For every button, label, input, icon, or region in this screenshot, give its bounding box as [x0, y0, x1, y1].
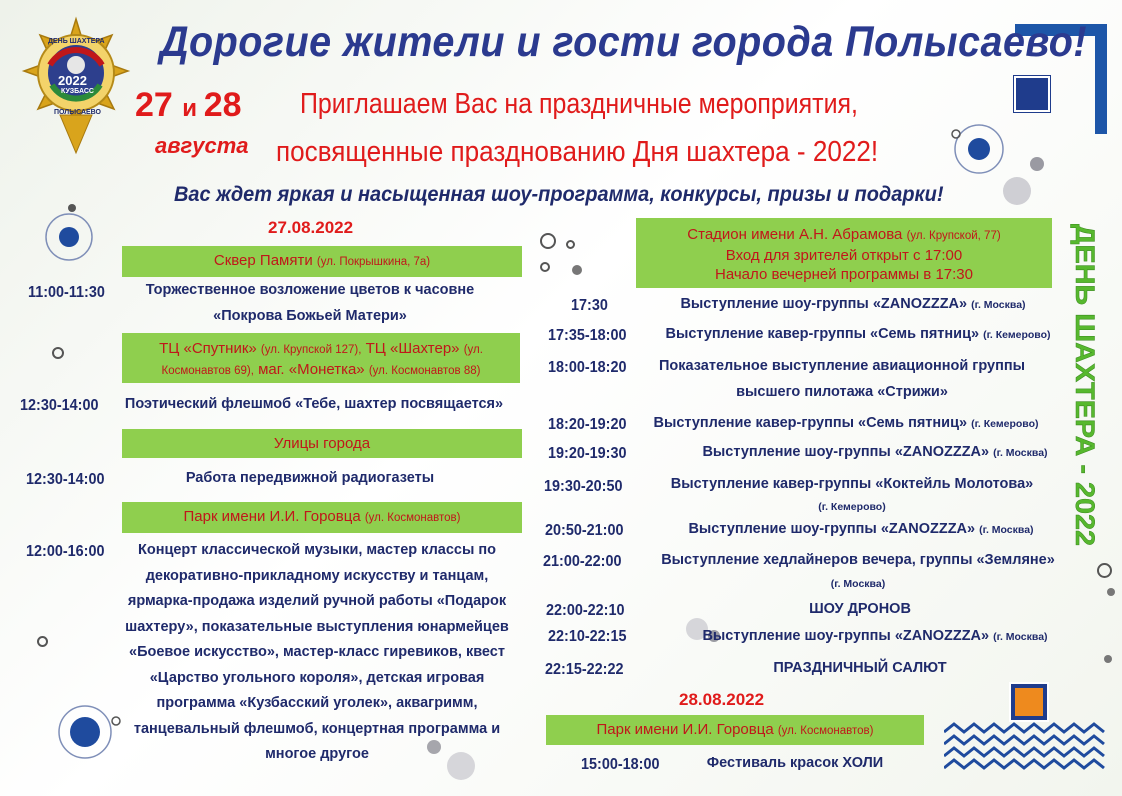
- ring-decoration: [540, 233, 556, 249]
- venue-address: (ул. Покрышкина, 7а): [316, 256, 431, 268]
- venue-entry-note: Вход для зрителей открыт с 17:00: [725, 247, 963, 264]
- venue-name: ТЦ «Шахтер»: [365, 340, 460, 357]
- event-text: [648, 322, 1068, 349]
- event-title: Выступление кавер-группы «Коктейль Молотова»: [670, 476, 1034, 492]
- venue-address: (ул. Космонавтов): [777, 725, 874, 737]
- emblem-region: КУЗБАСС: [61, 88, 94, 95]
- event-time: 20:50-21:00: [545, 522, 624, 539]
- event-city: (г. Кемерово): [983, 329, 1051, 341]
- orbit-circle-decoration: [948, 118, 1010, 180]
- ring-decoration: [540, 262, 550, 272]
- emblem-city: ПОЛЫСАЕВО: [54, 109, 101, 116]
- event-text: Работа передвижной радиогазеты: [185, 470, 435, 486]
- event-time: 22:15-22:22: [545, 661, 624, 678]
- event-time: 12:30-14:00: [20, 397, 99, 414]
- venue-address: (ул. Космонавтов 69),: [161, 344, 483, 377]
- event-city: (г. Кемерово): [971, 418, 1039, 430]
- day-label: 28.08.2022: [679, 690, 765, 709]
- venue-bar: [636, 218, 1052, 288]
- event-text: [690, 624, 1060, 651]
- event-city: (г. Кемерово): [818, 501, 886, 513]
- emblem-top-text: ДЕНЬ ШАХТЕРА: [48, 38, 105, 45]
- venue-address: (ул. Крупской 127),: [260, 344, 362, 356]
- event-time: 18:00-18:20: [548, 359, 627, 376]
- event-text: [676, 517, 1046, 544]
- event-text: [660, 549, 1056, 596]
- square-decoration: [1014, 76, 1050, 112]
- event-time: 21:00-22:00: [543, 553, 622, 570]
- grey-dot-decoration: [1104, 655, 1112, 663]
- event-city: (г. Москва): [971, 299, 1026, 311]
- event-city: (г. Москва): [830, 578, 886, 590]
- event-text: [740, 656, 980, 682]
- event-title: Выступление шоу-группы «ZANOZZZA»: [688, 521, 976, 537]
- venue-name: Сквер Памяти: [213, 252, 313, 269]
- venue-name: Стадион имени А.Н. Абрамова: [687, 226, 903, 243]
- event-city: (г. Москва): [993, 631, 1048, 643]
- event-text: [660, 292, 1046, 319]
- event-text: [646, 411, 1046, 438]
- event-time: 17:30: [571, 297, 608, 314]
- event-time: 22:10-22:15: [548, 628, 627, 645]
- day-label: 27.08.2022: [268, 218, 354, 237]
- grey-dot-decoration: [1030, 157, 1044, 171]
- event-text: [664, 473, 1040, 518]
- event-time: 12:00-16:00: [26, 543, 105, 560]
- venue-address: (ул. Космонавтов): [364, 512, 461, 524]
- invite-line-2: посвященные празднованию Дня шахтера - 2022!: [276, 136, 879, 168]
- invite-line-1: Приглашаем Вас на праздничные мероприятия,: [300, 88, 858, 120]
- event-time: 12:30-14:00: [26, 471, 105, 488]
- event-text: [760, 597, 960, 623]
- venue-name: Парк имени И.И. Горовца: [183, 508, 361, 525]
- emblem-year: 2022: [58, 73, 87, 88]
- venue-name: ТЦ «Спутник»: [159, 340, 257, 357]
- grey-dot-decoration: [1003, 177, 1031, 205]
- event-month: августа: [155, 133, 249, 158]
- event-time: 22:00-22:10: [546, 602, 625, 619]
- ring-decoration: [37, 636, 48, 647]
- event-time: 11:00-11:30: [28, 284, 105, 301]
- event-time: 19:20-19:30: [548, 445, 627, 462]
- event-title: Выступление хедлайнеров вечера, группы «Земляне»: [661, 552, 1055, 568]
- orange-square-decoration: [1011, 684, 1047, 720]
- event-time: 19:30-20:50: [544, 478, 623, 495]
- event-time: 17:35-18:00: [548, 327, 627, 344]
- grey-dot-decoration: [1107, 588, 1115, 596]
- side-banner: [1062, 220, 1112, 550]
- subtitle: Вас ждет яркая и насыщенная шоу-программа, конкурсы, призы и подарки!: [174, 183, 944, 206]
- event-text: Поэтический флешмоб «Тебе, шахтер посвящается»: [124, 396, 504, 412]
- event-text: Торжественное возложение цветов к часовне «Покрова Божьей Матери»: [145, 282, 475, 324]
- venue-name: Улицы города: [273, 435, 371, 452]
- event-city: (г. Москва): [979, 524, 1034, 536]
- venue-bar: [122, 333, 520, 383]
- ring-decoration: [1097, 563, 1112, 578]
- venue-bar: [122, 429, 522, 458]
- event-title: Выступление кавер-группы «Семь пятниц»: [653, 415, 968, 431]
- event-city: (г. Москва): [993, 447, 1048, 459]
- venue-bar: [122, 246, 522, 277]
- ring-decoration: [52, 347, 64, 359]
- event-time: 15:00-18:00: [581, 756, 660, 773]
- grey-dot-decoration: [572, 265, 582, 275]
- event-text: Фестиваль красок ХОЛИ: [706, 755, 884, 771]
- event-text: [690, 440, 1060, 467]
- event-title: ПРАЗДНИЧНЫЙ САЛЮТ: [773, 660, 947, 676]
- event-title: ШОУ ДРОНОВ: [809, 601, 911, 617]
- venue-name: маг. «Монетка»: [258, 361, 365, 378]
- event-title: Выступление шоу-группы «ZANOZZZA»: [680, 296, 968, 312]
- venue-start-note: Начало вечерней программы в 17:30: [715, 266, 973, 283]
- event-dates: 27 и 28: [135, 86, 242, 124]
- venue-address: (ул. Космонавтов 88): [368, 365, 481, 377]
- orbit-circle-decoration: [52, 696, 122, 766]
- orbit-circle-decoration: [40, 200, 100, 270]
- side-banner-text: ДЕНЬ ШАХТЕРА - 2022: [1070, 224, 1100, 526]
- zigzag-decoration: [944, 722, 1106, 772]
- ring-decoration: [566, 240, 575, 249]
- event-text: Показательное выступление авиационной группы высшего пилотажа «Стрижи»: [659, 358, 1025, 400]
- venue-bar: [122, 502, 522, 533]
- venue-name: Парк имени И.И. Горовца: [596, 721, 774, 738]
- event-title: Выступление шоу-группы «ZANOZZZA»: [702, 628, 990, 644]
- page-title: Дорогие жители и гости города Полысаево!: [160, 18, 1088, 66]
- emblem-logo: [20, 15, 132, 157]
- event-text: Концерт классической музыки, мастер классы по декоративно-прикладному искусству и танцам, ярмарка-продажа изделий ручной работы «Подарок шахтеру», показательные выступления юнармейцев «Боевое искусство», мастер-класс гиревиков, квест «Царство угольного короля», детская игровая программа «Кузбасский уголек», аквагримм, танцевальный флешмоб, концертная программа и многое другое: [125, 542, 509, 762]
- venue-address: (ул. Крупской, 77): [906, 230, 1001, 242]
- event-title: Выступление кавер-группы «Семь пятниц»: [665, 326, 980, 342]
- event-time: 18:20-19:20: [548, 416, 627, 433]
- event-title: Выступление шоу-группы «ZANOZZZA»: [702, 444, 990, 460]
- venue-bar: [546, 715, 924, 745]
